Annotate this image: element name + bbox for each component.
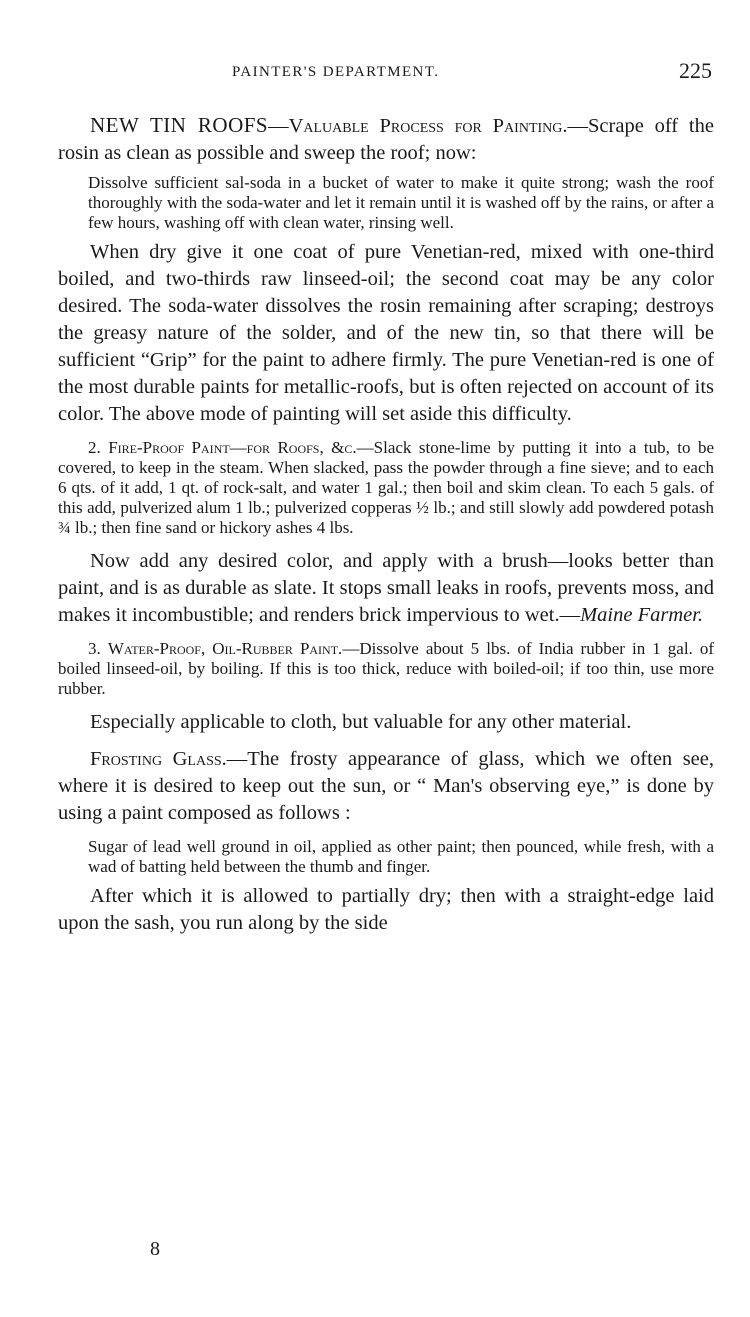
recipe-number: 3. (88, 639, 101, 658)
paragraph-text: Now add any desired color, and apply with a brush—looks better than paint, and is as durable as slate. It stops small leaks in roofs, prevents moss, and makes it incombustible; and renders brick impervious to wet.— (58, 550, 714, 626)
paragraph-water-proof-paint (58, 639, 714, 699)
paragraph-text: —Slack stone-lime by putting it into a tub, to be covered, to keep in the steam. When slacked, pass the powder through a fine sieve; and to each 6 qts. of it add, 1 qt. of rock-salt, and water 1 gal.; then boil and skim clean. To each 5 gals. of this add, pulverized alum 1 lb.; pulverized copperas ½ lb.; and still slowly add powdered potash ¾ lb.; then fine sand or hickory ashes 4 lbs. (58, 438, 714, 537)
paragraph-sugar-of-lead: Sugar of lead well ground in oil, applied as other paint; then pounced, while fresh, with a wad of batting held between the thumb and finger. (88, 837, 714, 876)
paragraph-frosting-glass (58, 746, 714, 827)
source-citation: Maine Farmer. (580, 604, 704, 626)
paragraph-dissolve-sal-soda: Dissolve sufficient sal-soda in a bucket of water to make it quite strong; wash the roof thoroughly with the soda-water and let it remain until it is washed off by the rains, or after a few hours, washing off with clean water, rinsing well. (88, 173, 714, 232)
paragraph-text: —The frosty appearance of glass, which we often see, where it is desired to keep out the sun, or “ Man's observing eye,” is done by using a paint composed as follows : (58, 748, 714, 824)
section-heading: NEW TIN ROOFS (90, 113, 269, 137)
section-subheading: Valuable Process for Painting. (288, 115, 568, 137)
page-number: 225 (679, 58, 712, 83)
running-title: PAINTER'S DEPARTMENT. (232, 64, 440, 80)
paragraph-especially-applicable: Especially applicable to cloth, but valuable for any other material. (90, 711, 632, 733)
paragraph-when-dry: When dry give it one coat of pure Venetian-red, mixed with one-third boiled, and two-thirds raw linseed-oil; the second coat may be any color desired. The soda-water dissolves the rosin remaining after scraping; destroys the greasy nature of the solder, and of the new tin, so that there will be sufficient “Grip” for the paint to adhere firmly. The pure Venetian-red is one of the most durable paints for metallic-roofs, but is often rejected on account of its color. The above mode of painting will set aside this difficulty. (58, 241, 714, 425)
running-header (58, 58, 714, 88)
signature-mark: 8 (150, 1238, 160, 1260)
paragraph-fire-proof-paint (58, 438, 714, 538)
recipe-heading: Frosting Glass. (90, 748, 227, 770)
paragraph-now-add-color (58, 548, 714, 629)
heading-dash: — (268, 115, 289, 137)
recipe-number: 2. (88, 438, 101, 457)
paragraph-after-which: After which it is allowed to partially dry; then with a straight-edge laid upon the sash, you run along by the side (58, 885, 714, 934)
paragraph-new-tin-roofs (58, 112, 714, 167)
recipe-heading: Fire-Proof Paint—for Roofs, &c. (108, 438, 357, 457)
paragraph-text: —Scrape off the rosin as clean as possible and sweep the roof; now: (58, 115, 714, 164)
paragraph-text: —Dissolve about 5 lbs. of India rubber in 1 gal. of boiled linseed-oil, by boiling. If this is too thick, reduce with boiled-oil; if too thin, use more rubber. (58, 639, 715, 698)
recipe-heading: Water-Proof, Oil-Rubber Paint. (107, 639, 343, 658)
page-body (58, 112, 714, 937)
